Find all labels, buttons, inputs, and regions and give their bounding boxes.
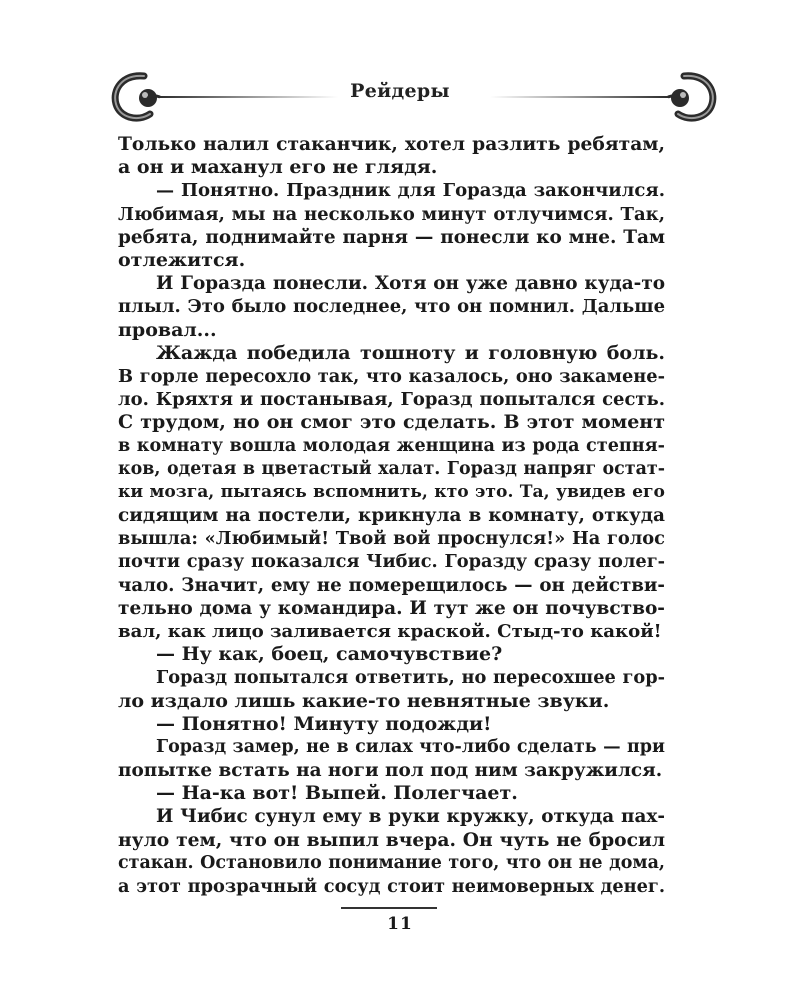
body-text <box>118 133 665 898</box>
text-line: а этот прозрачный сосуд стоит неимоверных денег. <box>118 876 665 897</box>
text-line: тельно дома у командира. И тут же он почувство- <box>118 597 665 619</box>
text-line: вал, как лицо заливается краской. Стыд-то какой! <box>118 620 662 642</box>
page-number: 11 <box>387 914 413 934</box>
text-line: Жажда победила тошноту и головную боль. <box>156 341 665 364</box>
text-line: чало. Значит, ему не померещилось — он действи- <box>118 574 665 596</box>
text-line: ло издало лишь какие-то невнятные звуки. <box>118 689 610 712</box>
text-line: Горазд замер, не в силах что-либо сделать — при <box>156 736 665 757</box>
text-line: попытке встать на ноги пол под ним закружился. <box>118 760 663 782</box>
text-line: стакан. Остановило понимание того, что он не дома, <box>118 852 665 873</box>
running-header <box>100 68 700 126</box>
text-line: сидящим на постели, крикнула в комнату, откуда <box>118 505 665 526</box>
text-line: отлежится. <box>118 248 246 271</box>
text-line: провал... <box>118 318 217 341</box>
text-line: в комнату вошла молодая женщина из рода степня- <box>118 435 665 457</box>
text-line: почти сразу показался Чибис. Горазду сразу полег- <box>118 551 665 573</box>
running-title: Рейдеры <box>350 80 450 102</box>
text-line: ло. Кряхтя и постанывая, Горазд попытался сесть. <box>118 389 665 411</box>
text-line: Только налил стаканчик, хотел разлить ребятам, <box>118 133 665 155</box>
text-line: а он и маханул его не глядя. <box>118 156 438 179</box>
text-line: вышла: «Любимый! Твой вой проснулся!» На голос <box>118 528 665 550</box>
text-line: Горазд попытался ответить, но пересохшее гор- <box>156 667 665 689</box>
text-line: И Чибис сунул ему в руки кружку, откуда пах- <box>156 806 665 828</box>
text-line: И Горазда понесли. Хотя он уже давно куда-то <box>156 273 665 295</box>
text-line: ки мозга, пытаясь вспомнить, кто это. Та, увидев его <box>118 481 665 502</box>
text-line: В горле пересохло так, что казалось, оно закамене- <box>118 365 665 387</box>
text-line: С трудом, но он смог это сделать. В этот момент <box>118 411 665 434</box>
text-line: — Ну как, боец, самочувствие? <box>156 643 503 666</box>
text-line: ребята, поднимайте парня — понесли ко мне. Там <box>118 226 665 248</box>
text-line: Любимая, мы на несколько минут отлучимся. Так, <box>118 203 665 225</box>
right-swirl-ornament-icon <box>480 68 720 126</box>
text-line: нуло тем, что он выпил вчера. Он чуть не бросил <box>118 828 665 851</box>
footer-rule <box>341 907 437 909</box>
text-line: ков, одетая в цветастый халат. Горазд напряг остат- <box>118 458 665 479</box>
text-line: — Понятно. Праздник для Горазда закончился. <box>156 180 665 202</box>
text-line: плыл. Это было последнее, что он помнил. Дальше <box>118 296 665 318</box>
text-line: — Понятно! Минуту подожди! <box>156 712 492 735</box>
text-line: — На-ка вот! Выпей. Полегчает. <box>156 782 518 805</box>
